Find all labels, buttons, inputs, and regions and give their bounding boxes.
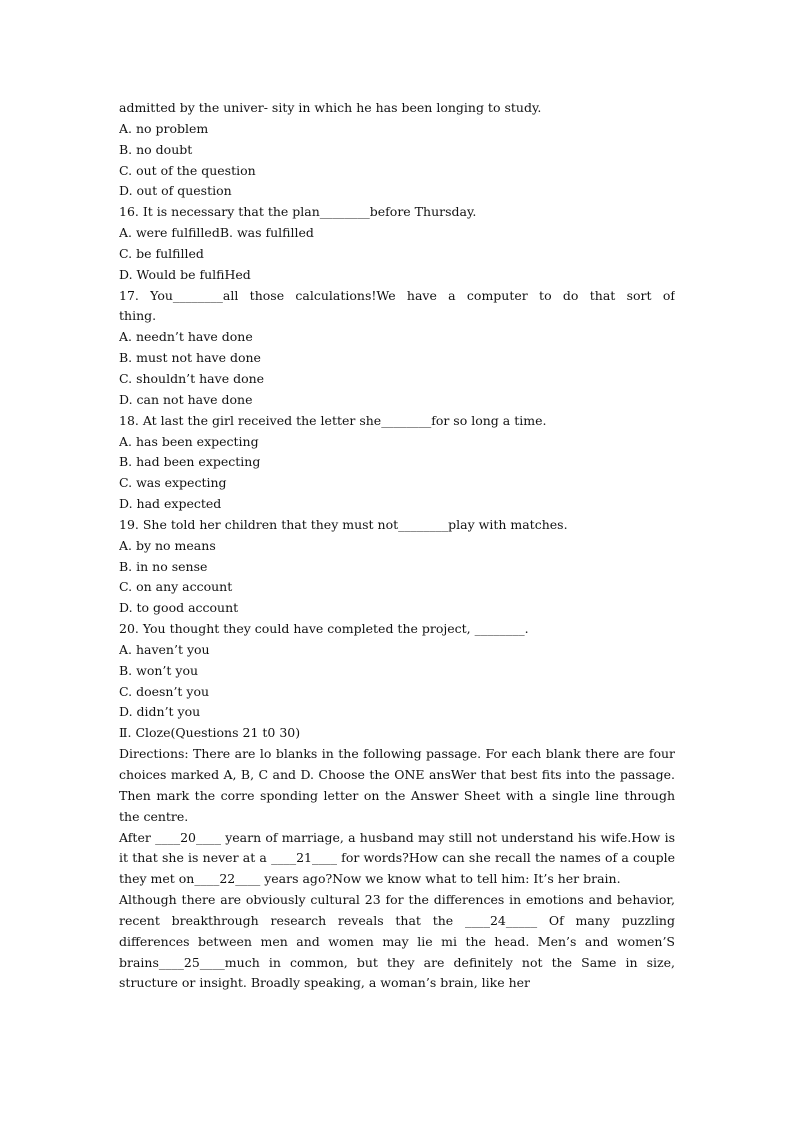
option-c: C. shouldn’t have done bbox=[119, 370, 265, 386]
option-d: D. didn’t you bbox=[119, 704, 201, 720]
question-18: 18. At last the girl received the letter she________for so long a time. bbox=[119, 412, 547, 428]
option-c: C. was expecting bbox=[119, 475, 227, 491]
option-b: B. won’t you bbox=[119, 662, 199, 678]
option-b: B. in no sense bbox=[119, 558, 208, 574]
option-c: C. doesn’t you bbox=[119, 683, 210, 699]
option-a: A. were fulfilledB. was fulfilled bbox=[119, 225, 314, 241]
option-c: C. out of the question bbox=[119, 162, 256, 178]
cloze-paragraph-1: After ____20____ yearn of marriage, a husband may still not understand his wife.How is it that she is never at a ____21____ for words?How can she recall the names of a couple they met on____22____ years ago?Now we know what to tell him: It’s her brain. bbox=[119, 829, 675, 887]
option-d: D. out of question bbox=[119, 183, 232, 199]
option-c: C. be fulfilled bbox=[119, 245, 204, 261]
question-16: 16. It is necessary that the plan________before Thursday. bbox=[119, 204, 477, 220]
question-20: 20. You thought they could have completed the project, ________. bbox=[119, 621, 529, 637]
text-line: admitted by the univer- sity in which he has been longing to study. bbox=[119, 100, 542, 115]
option-b: B. had been expecting bbox=[119, 454, 261, 470]
question-19: 19. She told her children that they must not________play with matches. bbox=[119, 516, 568, 532]
option-a: A. by no means bbox=[119, 537, 216, 553]
question-17-cont: thing. bbox=[119, 308, 157, 324]
directions-paragraph: Directions: There are lo blanks in the following passage. For each blank there are four choices marked A, B, C and D. Choose the ONE ansWer that best fits into the passage. Then mark the corre sponding letter on the Answer Sheet with a single line through the centre. bbox=[119, 746, 675, 824]
cloze-paragraph-2: Although there are obviously cultural 23 for the differences in emotions and behavior, recent breakthrough research reveals that the ____24_____ Of many puzzling differences between men and women may lie mi the head. Men’s and women’S brains____25____much in common, but they are definitely not the Same in size, structure or insight. Broadly speaking, a woman’s brain, like her bbox=[119, 892, 675, 991]
question-17: 17. You________all those calculations!We have a computer to do that sort of bbox=[119, 287, 675, 303]
option-c: C. on any account bbox=[119, 579, 233, 595]
option-a: A. has been expecting bbox=[119, 433, 259, 449]
option-d: D. can not have done bbox=[119, 391, 253, 407]
document-page bbox=[119, 98, 675, 994]
option-d: D. had expected bbox=[119, 496, 222, 512]
option-b: B. no doubt bbox=[119, 141, 193, 157]
section-heading: Ⅱ. Cloze(Questions 21 t0 30) bbox=[119, 725, 301, 741]
option-d: D. to good account bbox=[119, 600, 239, 616]
option-b: B. must not have done bbox=[119, 350, 261, 366]
option-a: A. no problem bbox=[119, 120, 209, 136]
option-a: A. haven’t you bbox=[119, 641, 210, 657]
option-d: D. Would be fulfiHed bbox=[119, 266, 251, 282]
option-a: A. needn’t have done bbox=[119, 329, 253, 345]
